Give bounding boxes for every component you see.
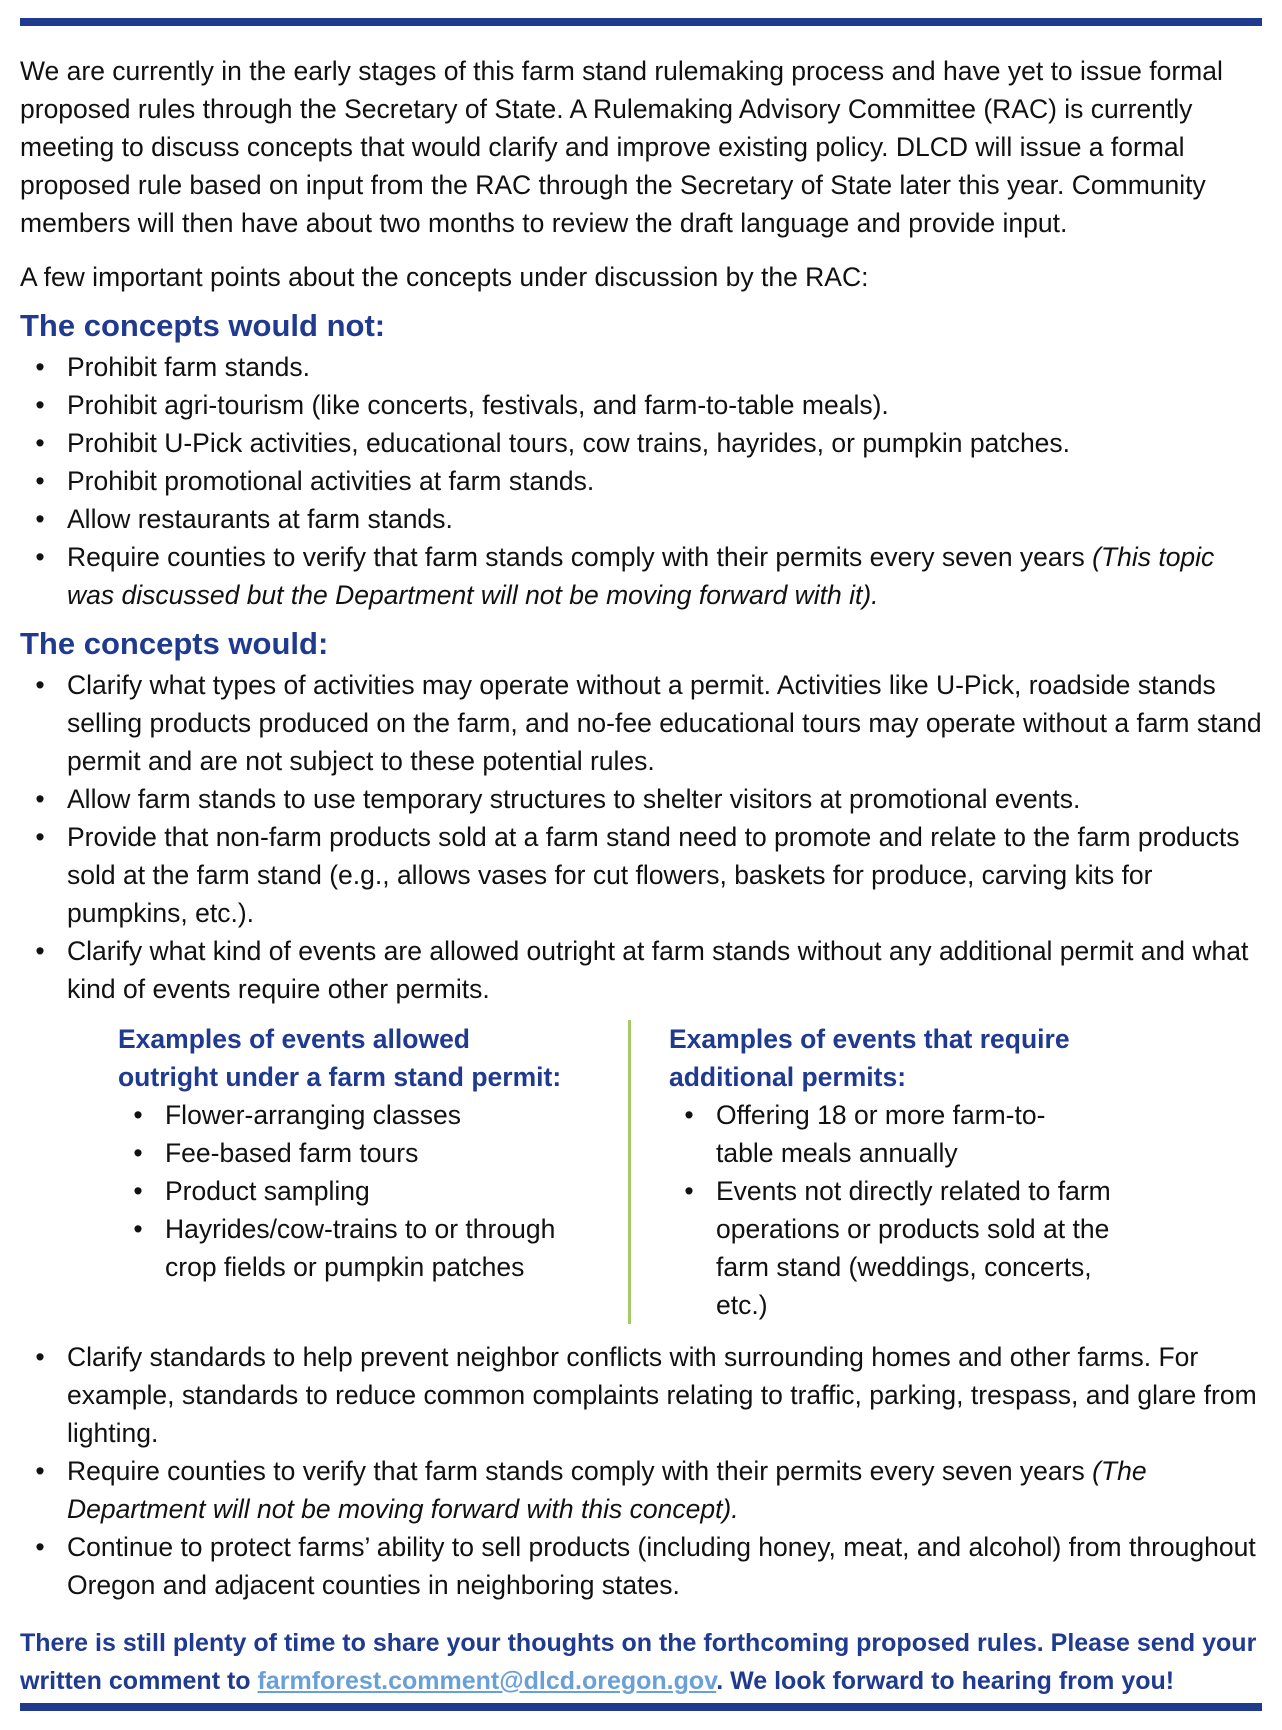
item-note: (The Department will not be moving forward with this concept).: [67, 1456, 1147, 1524]
allowed-events-column: [118, 1020, 631, 1324]
bullet-icon: •: [35, 390, 45, 420]
bullet-icon: •: [35, 936, 45, 966]
list-item: • Clarify what types of activities may operate without a permit. Activities like U-Pick, roadside stands selling products produced on the farm, and no-fee educational tours may operate without a farm stand permit and are not subject to these potential rules.: [20, 666, 1265, 780]
bullet-icon: •: [133, 1100, 143, 1130]
would-list-continued: [20, 1338, 1265, 1604]
email-link[interactable]: farmforest.comment@dlcd.oregon.gov: [257, 1667, 717, 1695]
bullet-icon: •: [35, 466, 45, 496]
list-item: • Clarify standards to help prevent neighbor conflicts with surrounding homes and other farms. For example, standards to reduce common complaints relating to traffic, parking, trespass, and glare from lighting.: [20, 1338, 1265, 1452]
list-item: • Flower-arranging classes: [118, 1096, 616, 1134]
list-item: • Clarify what kind of events are allowed outright at farm stands without any additional permit and what kind of events require other permits.: [20, 932, 1265, 1008]
list-item: • Fee-based farm tours: [118, 1134, 616, 1172]
list-item: • Require counties to verify that farm stands comply with their permits every seven years (This topic was discussed but the Department will not be moving forward with it).: [20, 538, 1265, 614]
list-item: • Events not directly related to farm operations or products sold at the farm stand (weddings, concerts, etc.): [669, 1172, 1119, 1324]
examples-columns: [118, 1020, 1265, 1324]
bullet-icon: •: [35, 428, 45, 458]
top-rule: [20, 18, 1262, 26]
would-not-heading: The concepts would not:: [20, 308, 386, 343]
list-item: • Hayrides/cow-trains to or through crop fields or pumpkin patches: [118, 1210, 616, 1286]
list-item: • Allow restaurants at farm stands.: [20, 500, 1265, 538]
list-item: • Prohibit agri-tourism (like concerts, festivals, and farm-to-table meals).: [20, 386, 1265, 424]
require-permits-heading: Examples of events that require additional permits:: [669, 1024, 1070, 1092]
require-permits-column: [631, 1020, 1229, 1324]
allowed-events-heading: Examples of events allowed outright under a farm stand permit:: [118, 1024, 562, 1092]
list-item: • Prohibit promotional activities at farm stands.: [20, 462, 1265, 500]
bullet-icon: •: [35, 1532, 45, 1562]
list-item: • Prohibit U-Pick activities, educational tours, cow trains, hayrides, or pumpkin patches.: [20, 424, 1265, 462]
bullet-icon: •: [684, 1100, 694, 1130]
bullet-icon: •: [35, 504, 45, 534]
list-item: • Offering 18 or more farm-to-table meals annually: [669, 1096, 1119, 1172]
bullet-icon: •: [133, 1214, 143, 1244]
bottom-rule: [20, 1703, 1262, 1711]
content: [20, 52, 1265, 1700]
lead-paragraph: A few important points about the concepts under discussion by the RAC:: [20, 262, 869, 292]
list-item: • Provide that non-farm products sold at a farm stand need to promote and relate to the farm products sold at the farm stand (e.g., allows vases for cut flowers, baskets for produce, carving kits for pumpkins, etc.).: [20, 818, 1265, 932]
bullet-icon: •: [35, 542, 45, 572]
list-item: • Continue to protect farms’ ability to sell products (including honey, meat, and alcohol) from throughout Oregon and adjacent counties in neighboring states.: [20, 1528, 1265, 1604]
bullet-icon: •: [133, 1138, 143, 1168]
bullet-icon: •: [35, 784, 45, 814]
bullet-icon: •: [133, 1176, 143, 1206]
would-list: [20, 666, 1265, 1008]
list-item: • Require counties to verify that farm stands comply with their permits every seven years (The Department will not be moving forward with this concept).: [20, 1452, 1265, 1528]
bullet-icon: •: [35, 352, 45, 382]
list-item: • Prohibit farm stands.: [20, 348, 1265, 386]
closing-paragraph: There is still plenty of time to share your thoughts on the forthcoming proposed rules. Please send your written comment to farmforest.comment@dlcd.oregon.gov. We look forward to hearing from you!: [20, 1629, 1257, 1695]
allowed-events-list: [118, 1096, 616, 1286]
would-heading: The concepts would:: [20, 626, 329, 661]
item-note: (This topic was discussed but the Department will not be moving forward with it).: [67, 542, 1215, 610]
would-not-list: [20, 348, 1265, 614]
list-item: • Allow farm stands to use temporary structures to shelter visitors at promotional events.: [20, 780, 1265, 818]
bullet-icon: •: [35, 1342, 45, 1372]
intro-paragraph: We are currently in the early stages of this farm stand rulemaking process and have yet to issue formal proposed rules through the Secretary of State. A Rulemaking Advisory Committee (RAC) is currently meeting to discuss concepts that would clarify and improve existing policy. DLCD will issue a formal proposed rule based on input from the RAC through the Secretary of State later this year. Community members will then have about two months to review the draft language and provide input.: [20, 56, 1223, 238]
require-permits-list: [669, 1096, 1119, 1324]
bullet-icon: •: [35, 670, 45, 700]
bullet-icon: •: [35, 1456, 45, 1486]
bullet-icon: •: [35, 822, 45, 852]
bullet-icon: •: [684, 1176, 694, 1206]
list-item: • Product sampling: [118, 1172, 616, 1210]
